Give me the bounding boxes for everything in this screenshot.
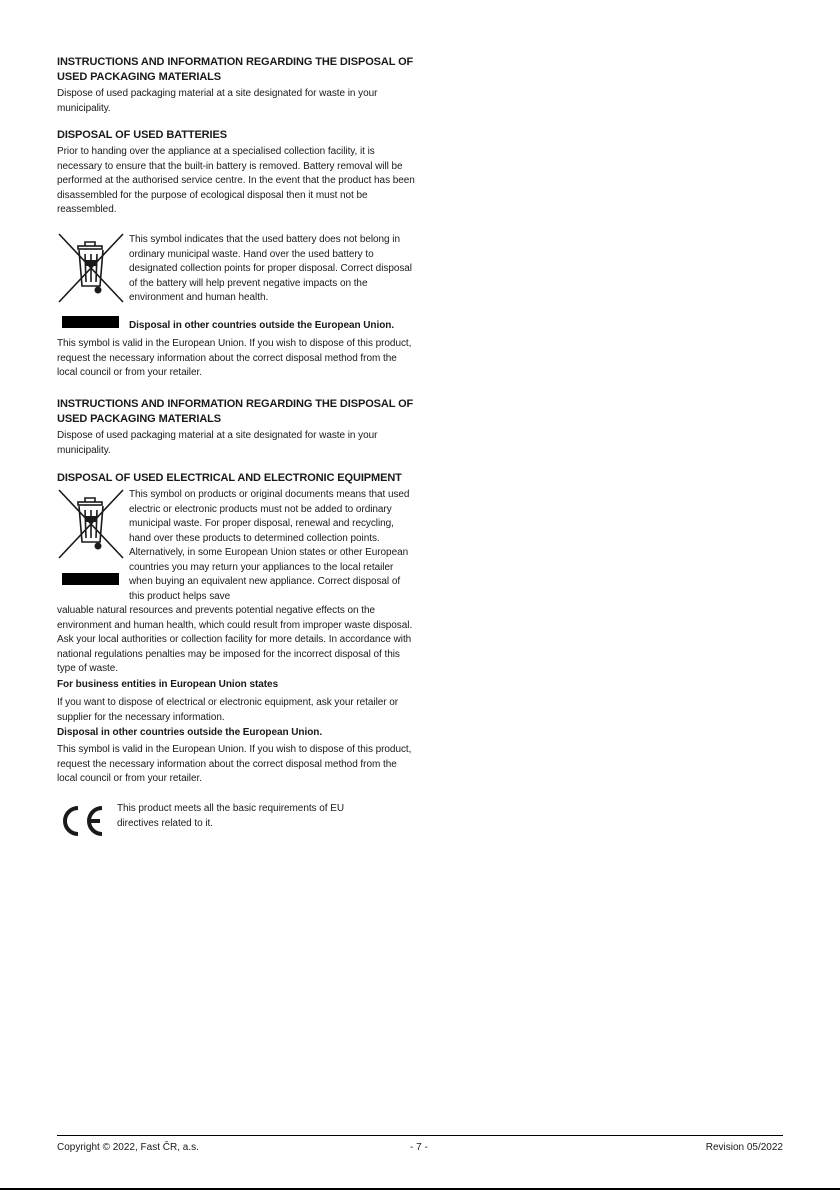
- crossed-out-wheelie-bin-icon: [57, 488, 125, 560]
- page-bottom-edge: [0, 1188, 840, 1190]
- battery-disposal-text: Prior to handing over the appliance at a specialised collection facility, it is necessary to ensure that the built-in battery is removed. Battery removal will be performed at the authorised service centre. In the event that the product has been disassembled for the purpose of ecological disposal then it must not be reassembled.: [57, 146, 415, 215]
- weee-symbol-text: This symbol on products or original documents means that used electric or electronic products must not be added to ordinary municipal waste. For proper disposal, renewal and recycling, hand over these products to determined collection points. Alternatively, in some European Union states or other European countries you may return your appliances to the local retailer when buying an equivalent new appliance. Correct disposal of this product helps save: [129, 489, 410, 602]
- footer-revision: Revision 05/2022: [705, 1142, 783, 1153]
- business-entities-text: If you want to dispose of electrical or electronic equipment, ask your retailer or supplier for the necessary information.: [57, 697, 399, 723]
- battery-disposal-heading: DISPOSAL OF USED BATTERIES: [57, 129, 227, 141]
- packaging-disposal-heading: INSTRUCTIONS AND INFORMATION REGARDING THE DISPOSAL OF USED PACKAGING MATERIALS: [57, 56, 414, 83]
- ce-conformity-text: This product meets all the basic requirements of EU directives related to it.: [117, 803, 344, 829]
- packaging-disposal-text-2: Dispose of used packaging material at a site designated for waste in your municipality.: [57, 430, 378, 456]
- battery-other-countries-heading: Disposal in other countries outside the European Union.: [129, 320, 395, 331]
- footer-divider: [57, 1135, 783, 1136]
- business-entities-heading: For business entities in European Union states: [57, 679, 279, 690]
- crossed-out-wheelie-bin-icon: [57, 232, 125, 304]
- weee-continued-text: valuable natural resources and prevents potential negative effects on the environment and human health, which could result from improper waste disposal. Ask your local authorities or collection facility for more details. In accordance with national regulations penalties may be imposed for the incorrect disposal of this type of waste.: [57, 605, 413, 674]
- battery-other-countries-text: This symbol is valid in the European Union. If you wish to dispose of this product, request the necessary information about the correct disposal method from the local council or from your retailer.: [57, 338, 412, 378]
- footer-page-number: - 7 -: [410, 1142, 428, 1153]
- ce-mark-icon: [58, 804, 106, 838]
- black-bar: [62, 573, 119, 585]
- footer-copyright: Copyright © 2022, Fast ČR, a.s.: [57, 1142, 199, 1153]
- weee-disposal-heading: DISPOSAL OF USED ELECTRICAL AND ELECTRONIC EQUIPMENT: [57, 472, 402, 484]
- weee-other-countries-text: This symbol is valid in the European Union. If you wish to dispose of this product, request the necessary information about the correct disposal method from the local council or from your retailer.: [57, 744, 412, 784]
- weee-other-countries-heading: Disposal in other countries outside the European Union.: [57, 727, 323, 738]
- battery-symbol-text: This symbol indicates that the used battery does not belong in ordinary municipal waste. Hand over the used battery to designated collection points for proper disposal. Correct disposal of the battery will help prevent negative impacts on the environment and human health.: [129, 234, 412, 303]
- packaging-disposal-text: Dispose of used packaging material at a site designated for waste in your municipality.: [57, 88, 378, 114]
- packaging-disposal-heading-2: INSTRUCTIONS AND INFORMATION REGARDING THE DISPOSAL OF USED PACKAGING MATERIALS: [57, 398, 414, 425]
- black-bar: [62, 316, 119, 328]
